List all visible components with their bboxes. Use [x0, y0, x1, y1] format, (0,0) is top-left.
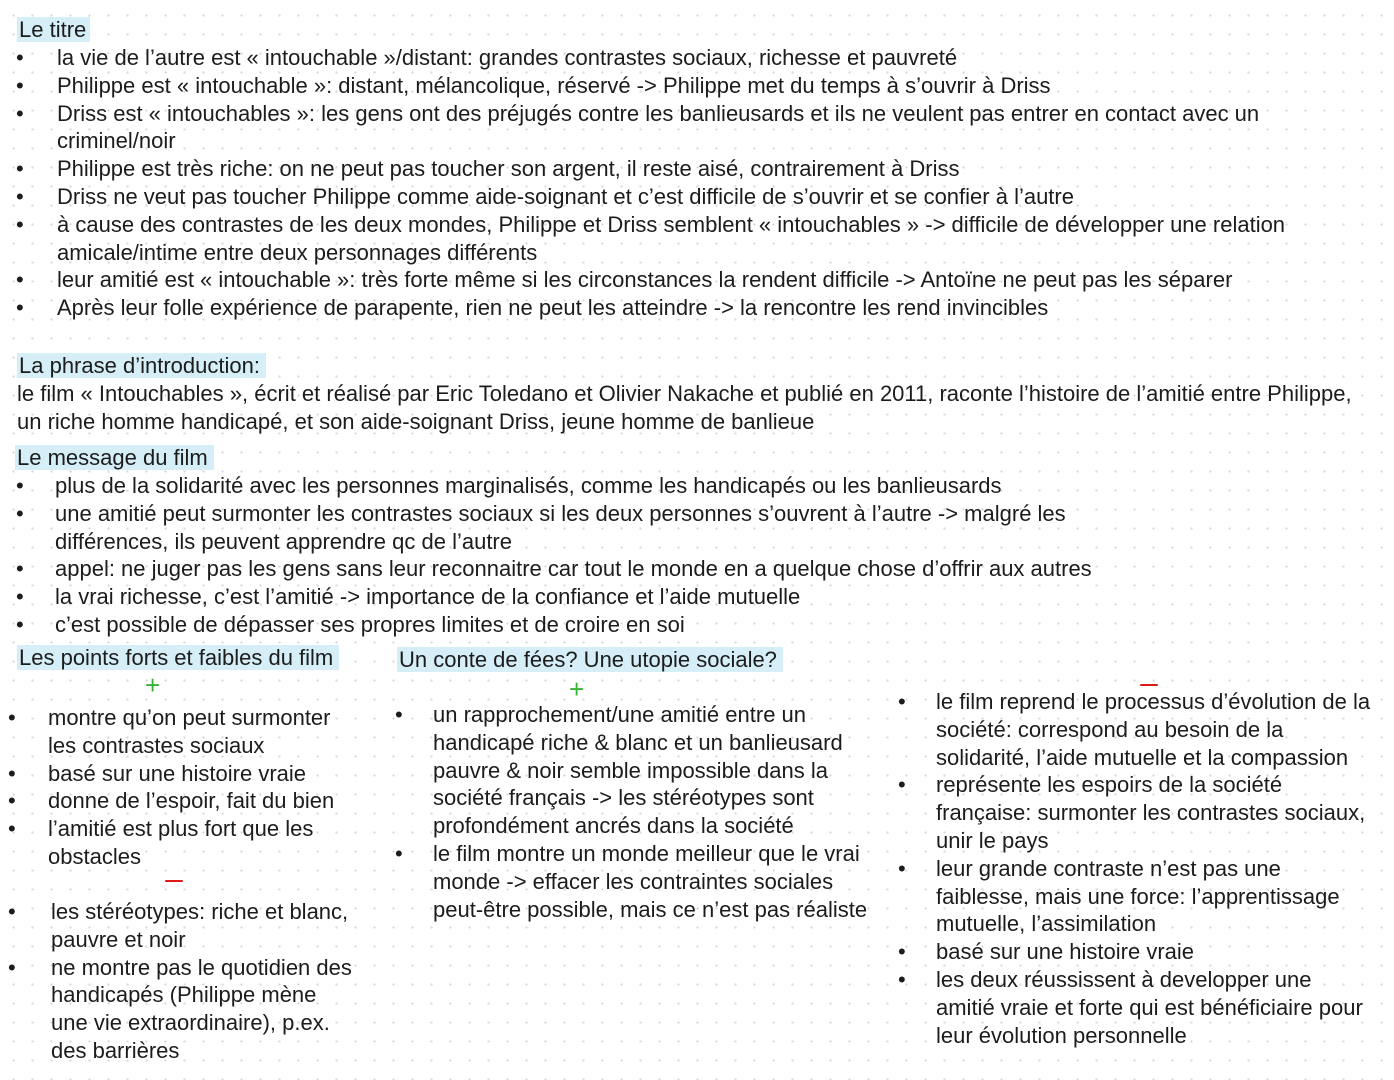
list-item: • une amitié peut surmonter les contrastes sociaux si les deux personnes s’ouvrent à l’autre -> malgré les différences, ils peuvent apprendre qc de l’autre	[16, 500, 1156, 556]
weaknesses-list	[8, 898, 353, 1065]
list-item: • représente les espoirs de la société française: surmonter les contrastes sociaux, unir le pays	[898, 771, 1376, 854]
intro-heading: La phrase d’introduction:	[17, 352, 266, 380]
plus-icon: +	[145, 670, 161, 700]
strengths-heading: Les points forts et faibles du film	[17, 644, 339, 672]
utopia-minus-list	[898, 688, 1376, 1049]
list-item: • c’est possible de dépasser ses propres limites et de croire en soi	[16, 611, 1156, 639]
title-list	[16, 44, 1356, 322]
list-item: • le film montre un monde meilleur que le vrai monde -> effacer les contraintes sociales peut-être possible, mais ce n’est pas réaliste	[395, 840, 875, 923]
list-item: • la vie de l’autre est « intouchable »/distant: grandes contrastes sociaux, richesse et pauvreté	[16, 44, 1356, 72]
list-item: • les deux réussissent à developper une amitié vraie et forte qui est bénéficiaire pour leur évolution personnelle	[898, 966, 1376, 1049]
utopia-plus-list	[395, 701, 875, 923]
list-item: • plus de la solidarité avec les personnes marginalisés, comme les handicapés ou les banlieusards	[16, 472, 1156, 500]
minus-icon	[165, 880, 183, 882]
list-item: • un rapprochement/une amitié entre un handicapé riche & blanc et un banlieusard pauvre & noir semble impossible dans la société français -> les stéréotypes sont profondément ancrés dans la société	[395, 701, 875, 840]
list-item: • donne de l’espoir, fait du bien	[8, 787, 358, 815]
list-item: • leur amitié est « intouchable »: très forte même si les circonstances la rendent difficile -> Antoïne ne peut pas les séparer	[16, 266, 1356, 294]
utopia-heading: Un conte de fées? Une utopie sociale?	[397, 646, 783, 674]
list-item: • basé sur une histoire vraie	[8, 760, 358, 788]
list-item: • leur grande contraste n’est pas une faiblesse, mais une force: l’apprentissage mutuelle, l’assimilation	[898, 855, 1376, 938]
message-list	[16, 472, 1156, 639]
list-item: • l’amitié est plus fort que les obstacles	[8, 815, 358, 871]
title-heading: Le titre	[17, 16, 90, 44]
list-item: • Philippe est très riche: on ne peut pas toucher son argent, il reste aisé, contrairement à Driss	[16, 155, 1356, 183]
list-item: • basé sur une histoire vraie	[898, 938, 1376, 966]
message-heading: Le message du film	[15, 444, 214, 472]
list-item: • Philippe est « intouchable »: distant, mélancolique, réservé -> Philippe met du temps à s’ouvrir à Driss	[16, 72, 1356, 100]
list-item: • les stéréotypes: riche et blanc, pauvre et noir	[8, 898, 353, 954]
list-item: • la vrai richesse, c’est l’amitié -> importance de la confiance et l’aide mutuelle	[16, 583, 1156, 611]
intro-text: le film « Intouchables », écrit et réalisé par Eric Toledano et Olivier Nakache et publié en 2011, raconte l’histoire de l’amitié entre Philippe, un riche homme handicapé, et son aide-soignant Driss, jeune homme de banlieue	[17, 381, 1352, 434]
list-item: • le film reprend le processus d’évolution de la société: correspond au besoin de la solidarité, l’aide mutuelle et la compassion	[898, 688, 1376, 771]
list-item: • Après leur folle expérience de parapente, rien ne peut les atteindre -> la rencontre les rend invincibles	[16, 294, 1356, 322]
strengths-list	[8, 704, 358, 871]
list-item: • à cause des contrastes de les deux mondes, Philippe et Driss semblent « intouchables » -> difficile de développer une relation amicale/intime entre deux personnages différents	[16, 211, 1356, 267]
list-item: • appel: ne juger pas les gens sans leur reconnaitre car tout le monde en a quelque chose d’offrir aux autres	[16, 555, 1156, 583]
list-item: • Driss est « intouchables »: les gens ont des préjugés contre les banlieusards et ils ne veulent pas entrer en contact avec un criminel/noir	[16, 100, 1356, 156]
list-item: • ne montre pas le quotidien des handicapés (Philippe mène une vie extraordinaire), p.ex. des barrières	[8, 954, 353, 1065]
plus-icon: +	[569, 674, 585, 704]
list-item: • montre qu’on peut surmonter les contrastes sociaux	[8, 704, 358, 760]
list-item: • Driss ne veut pas toucher Philippe comme aide-soignant et c’est difficile de s’ouvrir et se confier à l’autre	[16, 183, 1356, 211]
minus-icon	[1140, 684, 1158, 686]
